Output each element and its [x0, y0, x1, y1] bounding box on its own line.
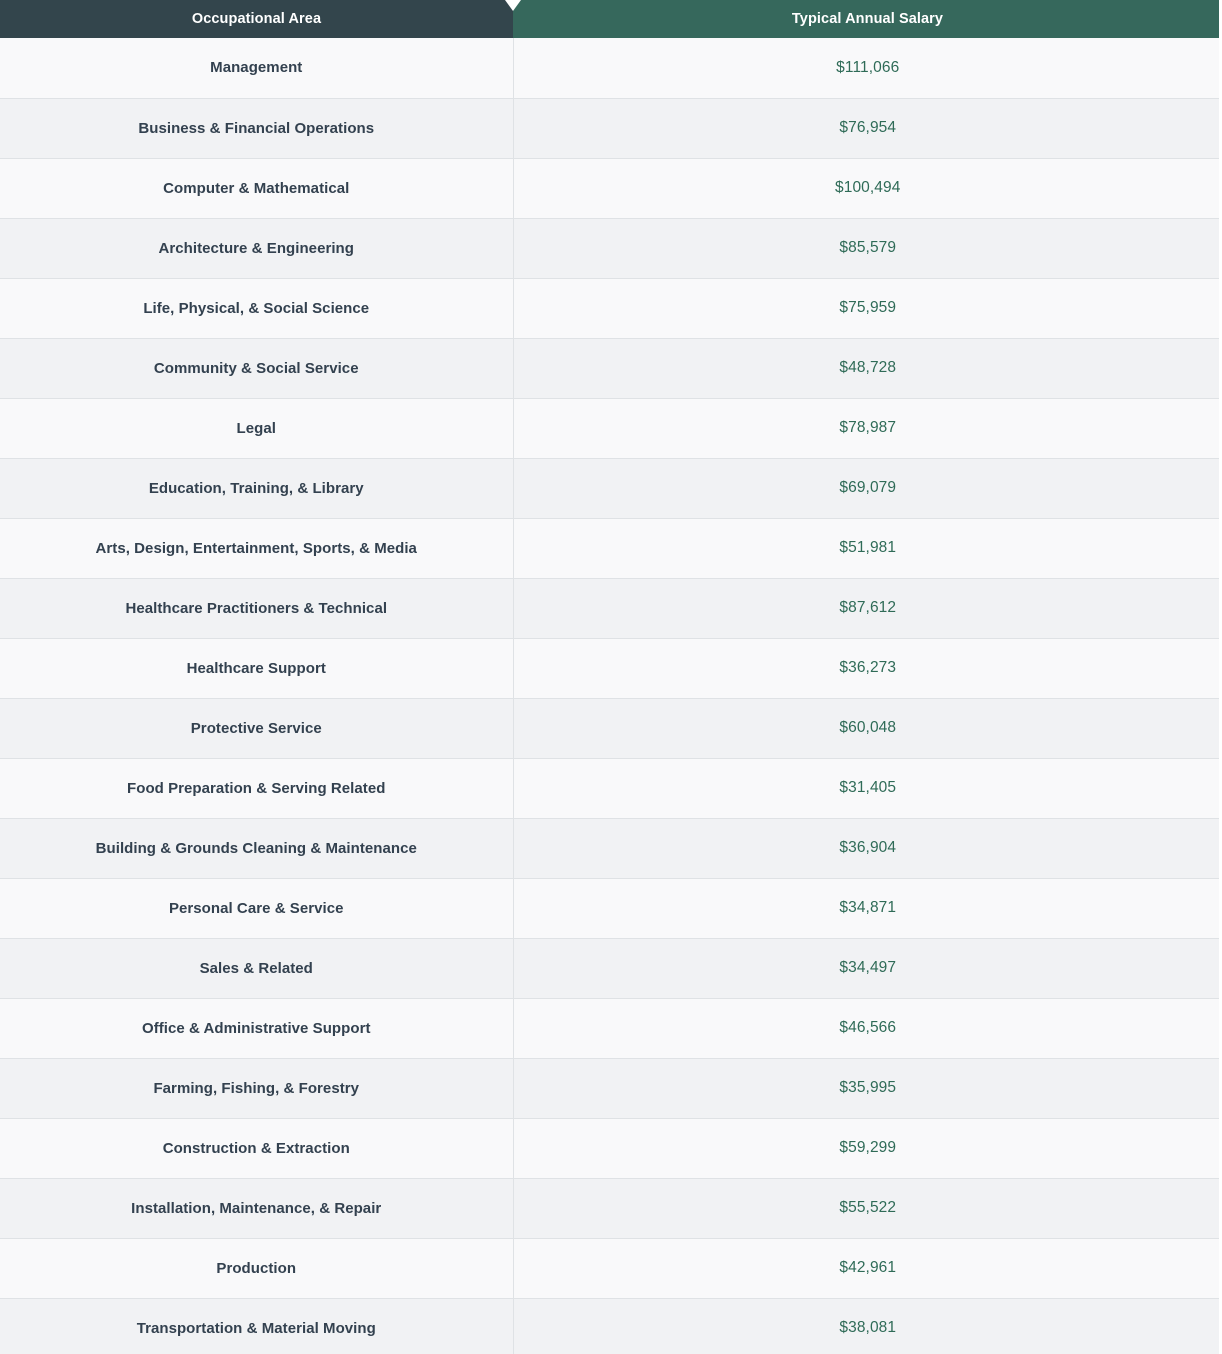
table-body [0, 38, 1222, 1354]
cell-typical-annual-salary: $46,566 [513, 998, 1222, 1058]
cell-occupational-area: Computer & Mathematical [0, 158, 513, 218]
column-header-typical-annual-salary[interactable]: Typical Annual Salary [513, 0, 1222, 38]
cell-typical-annual-salary: $111,066 [513, 38, 1222, 98]
cell-occupational-area: Legal [0, 398, 513, 458]
cell-occupational-area: Production [0, 1238, 513, 1298]
cell-typical-annual-salary: $34,497 [513, 938, 1222, 998]
cell-occupational-area: Installation, Maintenance, & Repair [0, 1178, 513, 1238]
cell-typical-annual-salary: $76,954 [513, 98, 1222, 158]
cell-occupational-area: Education, Training, & Library [0, 458, 513, 518]
table-row[interactable] [0, 578, 1222, 638]
cell-typical-annual-salary: $59,299 [513, 1118, 1222, 1178]
table-row[interactable] [0, 458, 1222, 518]
cell-occupational-area: Personal Care & Service [0, 878, 513, 938]
table-row[interactable] [0, 278, 1222, 338]
table-row[interactable] [0, 1058, 1222, 1118]
cell-typical-annual-salary: $78,987 [513, 398, 1222, 458]
cell-occupational-area: Architecture & Engineering [0, 218, 513, 278]
table-row[interactable] [0, 38, 1222, 98]
table-row[interactable] [0, 698, 1222, 758]
cell-typical-annual-salary: $38,081 [513, 1298, 1222, 1354]
cell-occupational-area: Community & Social Service [0, 338, 513, 398]
table-row[interactable] [0, 938, 1222, 998]
cell-typical-annual-salary: $55,522 [513, 1178, 1222, 1238]
cell-occupational-area: Healthcare Practitioners & Technical [0, 578, 513, 638]
table-row[interactable] [0, 338, 1222, 398]
cell-typical-annual-salary: $87,612 [513, 578, 1222, 638]
cell-occupational-area: Sales & Related [0, 938, 513, 998]
cell-typical-annual-salary: $48,728 [513, 338, 1222, 398]
cell-occupational-area: Office & Administrative Support [0, 998, 513, 1058]
table-row[interactable] [0, 758, 1222, 818]
cell-typical-annual-salary: $36,273 [513, 638, 1222, 698]
cell-typical-annual-salary: $42,961 [513, 1238, 1222, 1298]
table-head [0, 0, 1222, 38]
cell-occupational-area: Business & Financial Operations [0, 98, 513, 158]
column-header-occupational-area[interactable]: Occupational Area [0, 0, 513, 38]
cell-occupational-area: Construction & Extraction [0, 1118, 513, 1178]
table-row[interactable] [0, 1118, 1222, 1178]
table-row[interactable] [0, 1178, 1222, 1238]
cell-occupational-area: Life, Physical, & Social Science [0, 278, 513, 338]
table-row[interactable] [0, 398, 1222, 458]
table-row[interactable] [0, 158, 1222, 218]
cell-occupational-area: Building & Grounds Cleaning & Maintenance [0, 818, 513, 878]
cell-occupational-area: Protective Service [0, 698, 513, 758]
table-row[interactable] [0, 98, 1222, 158]
cell-typical-annual-salary: $31,405 [513, 758, 1222, 818]
table-row[interactable] [0, 218, 1222, 278]
cell-typical-annual-salary: $34,871 [513, 878, 1222, 938]
table-row[interactable] [0, 518, 1222, 578]
cell-typical-annual-salary: $36,904 [513, 818, 1222, 878]
table-row[interactable] [0, 1298, 1222, 1354]
table-row[interactable] [0, 1238, 1222, 1298]
header-row [0, 0, 1222, 38]
cell-occupational-area: Farming, Fishing, & Forestry [0, 1058, 513, 1118]
cell-typical-annual-salary: $85,579 [513, 218, 1222, 278]
cell-occupational-area: Healthcare Support [0, 638, 513, 698]
table-row[interactable] [0, 878, 1222, 938]
cell-typical-annual-salary: $35,995 [513, 1058, 1222, 1118]
cell-typical-annual-salary: $75,959 [513, 278, 1222, 338]
cell-occupational-area: Food Preparation & Serving Related [0, 758, 513, 818]
table-row[interactable] [0, 998, 1222, 1058]
table-row[interactable] [0, 818, 1222, 878]
table-row[interactable] [0, 638, 1222, 698]
cell-occupational-area: Management [0, 38, 513, 98]
cell-typical-annual-salary: $69,079 [513, 458, 1222, 518]
cell-typical-annual-salary: $60,048 [513, 698, 1222, 758]
cell-occupational-area: Transportation & Material Moving [0, 1298, 513, 1354]
cell-typical-annual-salary: $100,494 [513, 158, 1222, 218]
cell-occupational-area: Arts, Design, Entertainment, Sports, & Media [0, 518, 513, 578]
cell-typical-annual-salary: $51,981 [513, 518, 1222, 578]
